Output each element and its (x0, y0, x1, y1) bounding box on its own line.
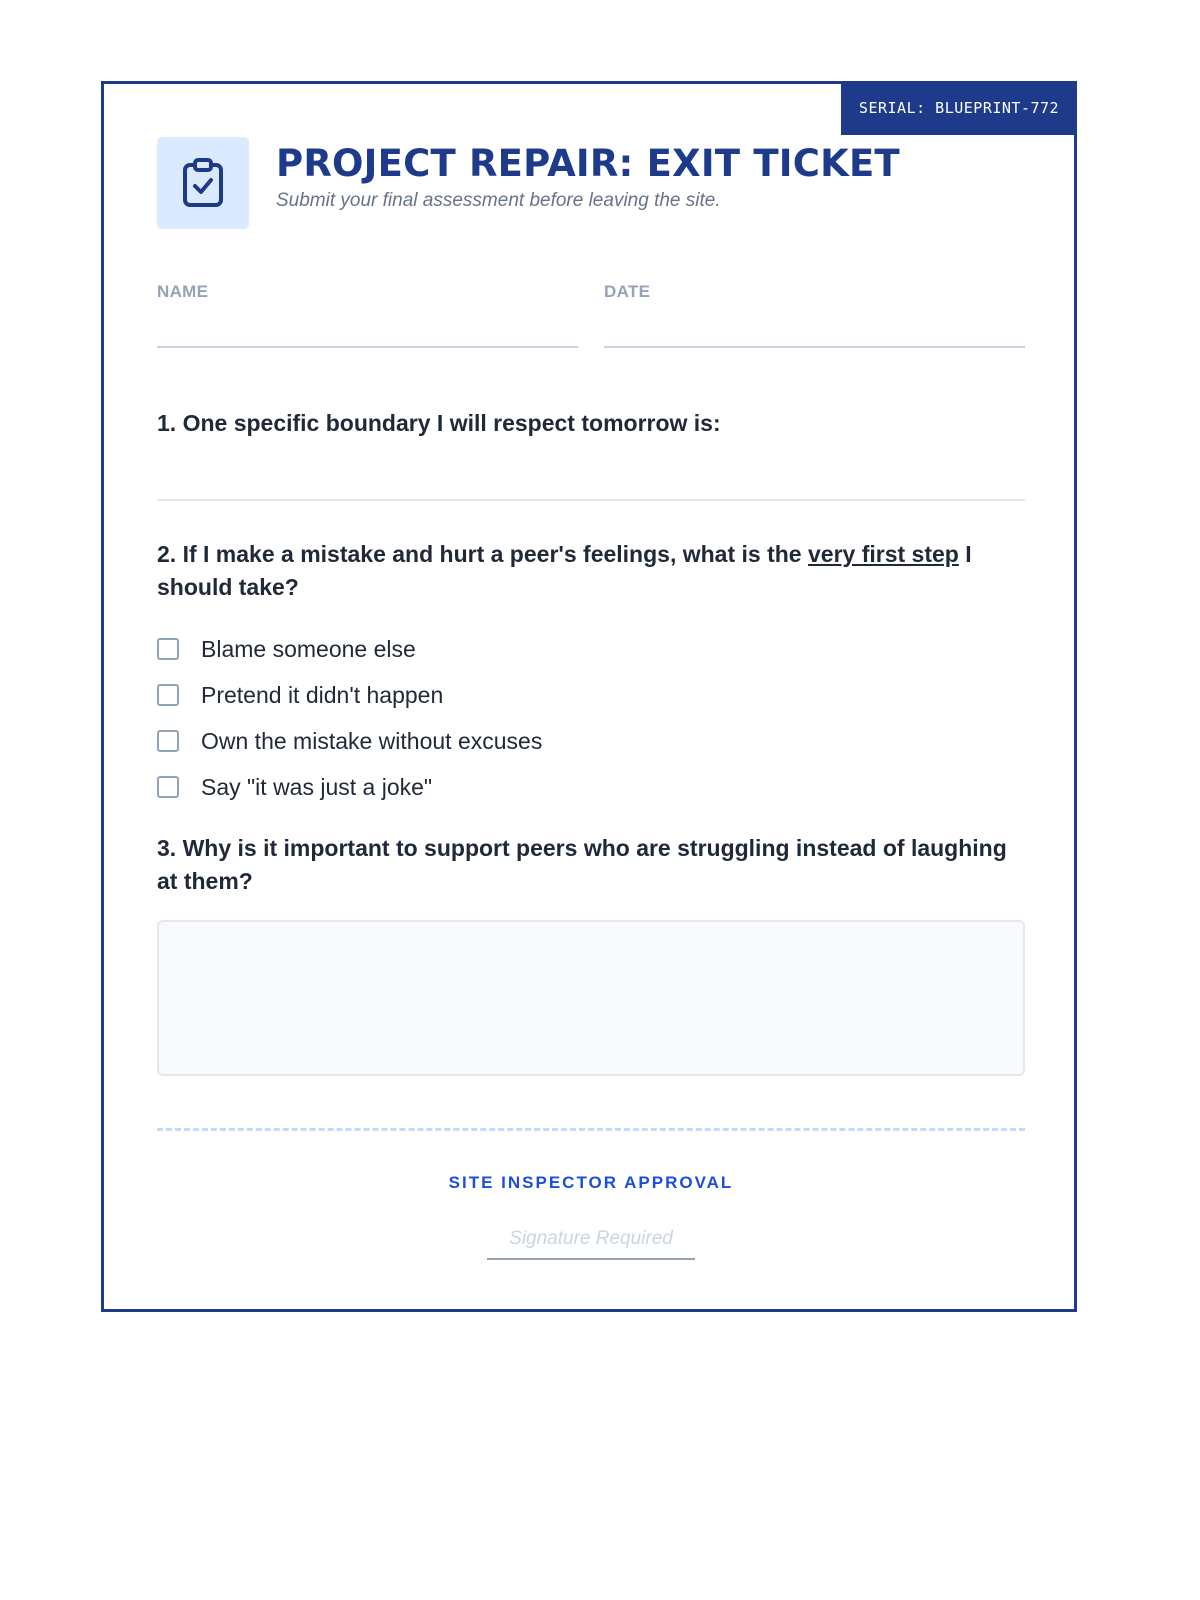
option-label: Pretend it didn't happen (201, 681, 444, 708)
option-label: Own the mistake without excuses (201, 727, 543, 754)
option-pretend[interactable] (157, 672, 542, 718)
name-label: NAME (157, 282, 209, 301)
name-field[interactable] (157, 282, 578, 348)
checkbox[interactable] (157, 638, 179, 660)
checkbox[interactable] (157, 684, 179, 706)
question-2-emphasis: very first step (807, 541, 959, 567)
option-joke[interactable] (157, 764, 542, 810)
question-2-suffix: I should take? (157, 541, 972, 600)
logo-badge (157, 137, 249, 229)
option-own-mistake[interactable] (157, 718, 542, 764)
date-field[interactable] (604, 282, 1025, 348)
question-3-answer-box[interactable] (157, 920, 1025, 1076)
serial-badge: SERIAL: BLUEPRINT-772 (841, 81, 1077, 135)
option-label: Say "it was just a joke" (201, 773, 433, 800)
signature-field[interactable]: Signature Required (487, 1228, 695, 1260)
question-1: 1. One specific boundary I will respect tomorrow is: (157, 410, 721, 436)
clipboard-check-icon (181, 157, 225, 209)
approval-label: SITE INSPECTOR APPROVAL (448, 1173, 734, 1192)
exit-ticket-card (101, 81, 1077, 1312)
option-label: Blame someone else (201, 635, 416, 662)
date-input-line[interactable] (604, 346, 1025, 348)
page-title: PROJECT REPAIR: EXIT TICKET (276, 142, 900, 185)
checkbox[interactable] (157, 730, 179, 752)
question-3: 3. Why is it important to support peers who are struggling instead of laughing at them? (157, 835, 1007, 894)
question-2 (157, 538, 1025, 604)
option-blame[interactable] (157, 626, 542, 672)
date-label: DATE (604, 282, 651, 301)
checkbox[interactable] (157, 776, 179, 798)
page-subtitle: Submit your final assessment before leaving the site. (276, 190, 721, 211)
question-2-prefix: 2. If I make a mistake and hurt a peer's feelings, what is the (157, 541, 808, 567)
title-block (276, 142, 900, 212)
ticket-header (157, 137, 900, 229)
dashed-divider (157, 1128, 1025, 1131)
name-input-line[interactable] (157, 346, 578, 348)
question-2-options (157, 626, 542, 810)
question-1-answer-line[interactable] (157, 499, 1025, 501)
